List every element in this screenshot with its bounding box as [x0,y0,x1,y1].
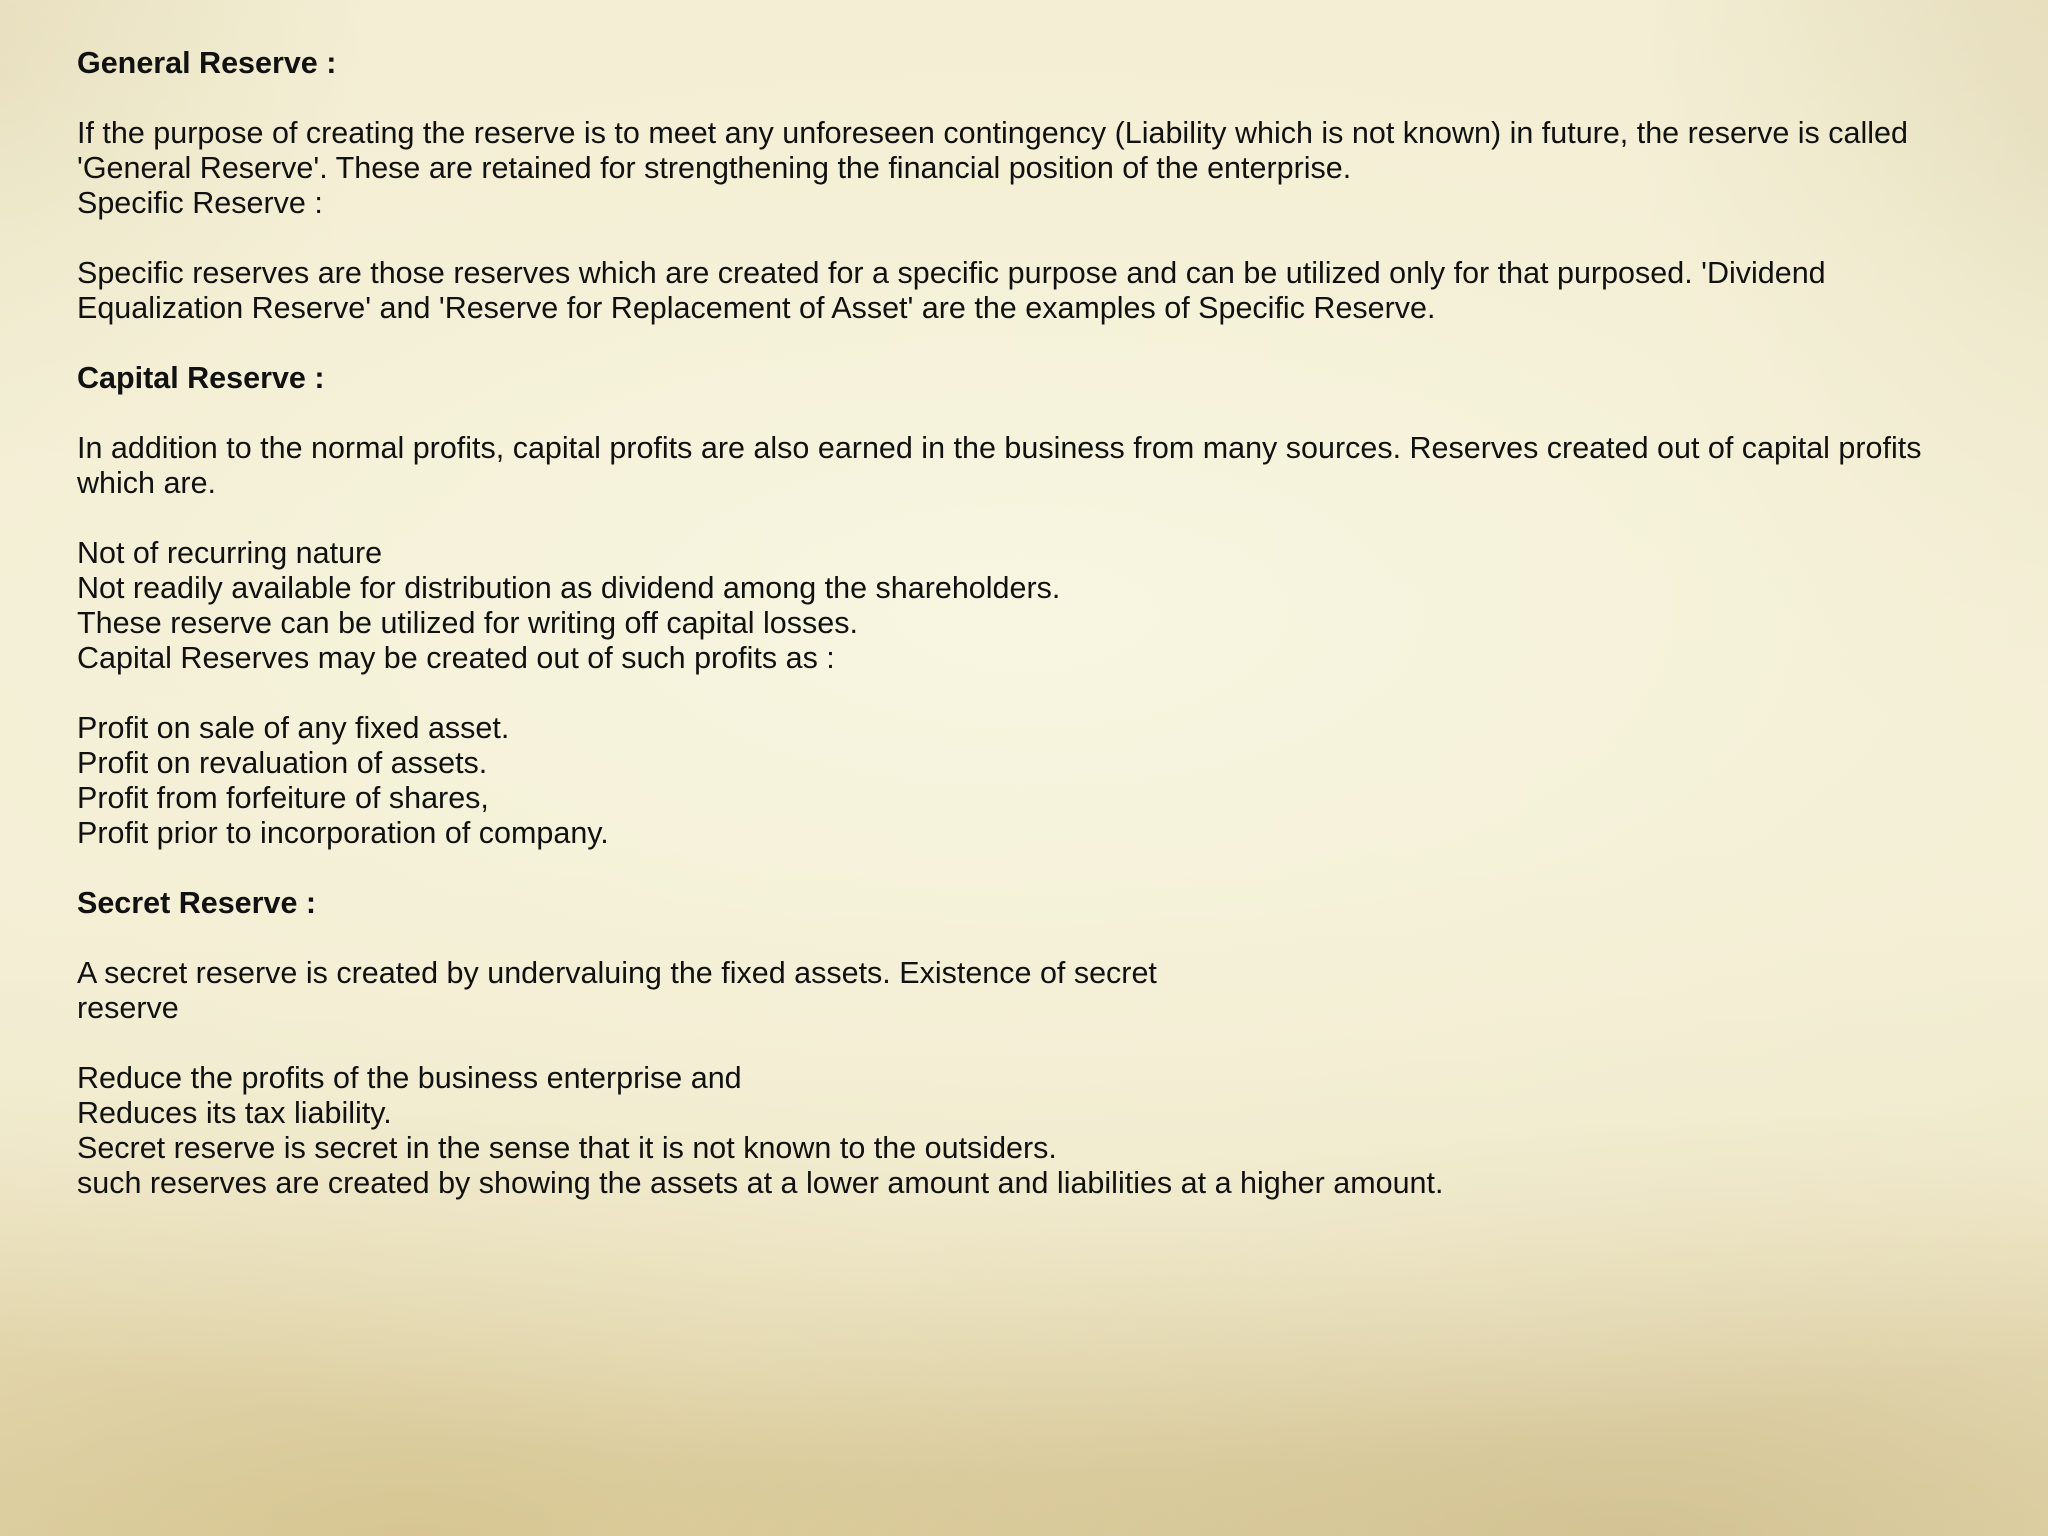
secret-point: such reserves are created by showing the assets at a lower amount and liabilities at a higher amount. [77,1166,1444,1200]
capital-point: These reserve can be utilized for writing off capital losses. [77,606,858,640]
capital-reserve-text-line: In addition to the normal profits, capital profits are also earned in the business from many sources. Reserves created out of capital profits [77,431,1922,465]
spacer [77,501,1977,536]
capital-point: Not readily available for distribution as dividend among the shareholders. [77,571,1061,605]
secret-point: Reduce the profits of the business enterprise and [77,1061,742,1095]
capital-reserve-text-line: which are. [77,466,217,500]
secret-point: Reduces its tax liability. [77,1096,392,1130]
capital-point: Not of recurring nature [77,536,383,570]
secret-reserve-text-line: reserve [77,991,179,1025]
secret-point: Secret reserve is secret in the sense that it is not known to the outsiders. [77,1131,1057,1165]
spacer [77,326,1977,361]
capital-point: Capital Reserves may be created out of such profits as : [77,641,835,675]
specific-reserve-text-line: Specific reserves are those reserves which are created for a specific purpose and can be utilized only for that purposed. 'Dividend [77,256,1826,290]
slide-content [77,46,1977,1201]
spacer [77,1026,1977,1061]
capital-profit-item: Profit on sale of any fixed asset. [77,711,510,745]
specific-reserve-text-line: Equalization Reserve' and 'Reserve for Replacement of Asset' are the examples of Specific Reserve. [77,291,1436,325]
spacer [77,676,1977,711]
spacer [77,81,1977,116]
spacer [77,396,1977,431]
general-reserve-heading: General Reserve : [77,46,337,80]
secret-reserve-text-line: A secret reserve is created by undervaluing the fixed assets. Existence of secret [77,956,1157,990]
general-reserve-text-line: 'General Reserve'. These are retained for strengthening the financial position of the enterprise. [77,151,1352,185]
capital-profit-item: Profit prior to incorporation of company. [77,816,609,850]
general-reserve-text-line: If the purpose of creating the reserve is to meet any unforeseen contingency (Liability which is not known) in future, the reserve is called [77,116,1908,150]
spacer [77,851,1977,886]
capital-profit-item: Profit from forfeiture of shares, [77,781,489,815]
secret-reserve-heading: Secret Reserve : [77,886,317,920]
spacer [77,921,1977,956]
capital-profit-item: Profit on revaluation of assets. [77,746,488,780]
specific-reserve-heading: Specific Reserve : [77,186,323,220]
capital-reserve-heading: Capital Reserve : [77,361,325,395]
spacer [77,221,1977,256]
